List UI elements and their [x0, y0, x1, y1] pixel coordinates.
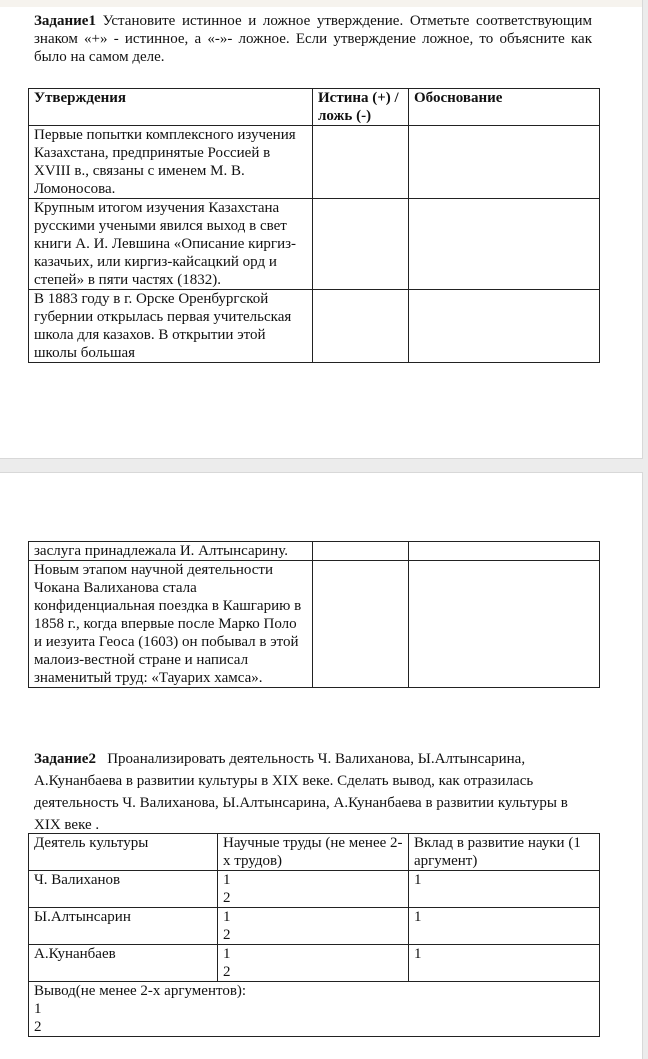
figure-name: Ы.Алтынсарин	[29, 908, 218, 945]
table-row	[29, 871, 600, 908]
works-cell[interactable]	[218, 908, 409, 945]
justification-cell[interactable]	[409, 561, 600, 688]
answer-cell[interactable]	[313, 199, 409, 290]
figure-name: Ч. Валиханов	[29, 871, 218, 908]
justification-cell[interactable]	[409, 126, 600, 199]
works-cell[interactable]	[218, 945, 409, 982]
task2-title: Задание2	[34, 751, 96, 767]
work-item: 2	[223, 927, 231, 943]
header-justification: Обоснование	[409, 89, 600, 126]
task1-table-part2	[28, 541, 600, 688]
answer-cell[interactable]	[313, 542, 409, 561]
table-header-row	[29, 89, 600, 126]
task1-text: Установите истинное и ложное утверждение. Отметьте соответствующим знаком «+» - истинное, а «-»- ложное. Если утверждение ложное, то объясните как было на самом деле.	[34, 13, 592, 65]
answer-cell[interactable]	[313, 561, 409, 688]
contribution-cell[interactable]: 1	[409, 908, 600, 945]
task1-title: Задание1	[34, 13, 96, 29]
statement-text: В 1883 году в г. Орске Оренбургской губернии открылась первая учительская школа для казахов. В открытии этой школы большая	[34, 291, 292, 361]
conclusion-label: Вывод(не менее 2-х аргументов):	[34, 983, 247, 999]
work-item: 1	[223, 946, 231, 962]
task2-text: Проанализировать деятельность Ч. Валиханова, Ы.Алтынсарина, А.Кунанбаева в развитии культуры в XIX веке. Сделать вывод, как отразилась деятельность Ч. Валиханова, Ы.Алтынсарина, А.Кунанбаева в развитии культуры в XIX веке .	[34, 751, 568, 833]
table-row	[29, 199, 600, 290]
task1-table-part1	[28, 88, 600, 363]
header-true-false: Истина (+) / ложь (-)	[313, 89, 409, 126]
task2-table	[28, 833, 600, 1037]
header-figure: Деятель культуры	[29, 834, 218, 871]
table-header-row	[29, 834, 600, 871]
work-item: 2	[223, 964, 231, 980]
justification-cell[interactable]	[409, 290, 600, 363]
work-item: 2	[223, 890, 231, 906]
document-page-1	[0, 0, 643, 459]
header-works: Научные труды (не менее 2-х трудов)	[218, 834, 409, 871]
table-row	[29, 542, 600, 561]
justification-cell[interactable]	[409, 199, 600, 290]
contribution-cell[interactable]: 1	[409, 871, 600, 908]
statement-cell	[29, 290, 313, 363]
answer-cell[interactable]	[313, 290, 409, 363]
statement-cell: Первые попытки комплексного изучения Казахстана, предпринятые Россией в XVIII в., связаны с именем М. В. Ломоносова.	[29, 126, 313, 199]
task2-instructions	[34, 748, 594, 836]
figure-name: А.Кунанбаев	[29, 945, 218, 982]
contribution-cell[interactable]: 1	[409, 945, 600, 982]
statement-cell: Новым этапом научной деятельности Чокана Валиханова стала конфиденциальная поездка в Кашгарию в 1858 г., когда впервые после Марко Поло и иезуита Геоса (1603) он побывал в этой малоиз-вестной стране и написал знаменитый труд: «Тауарих хамса».	[29, 561, 313, 688]
task1-instructions	[34, 12, 592, 66]
conclusion-item: 2	[34, 1019, 42, 1035]
header-statements: Утверждения	[29, 89, 313, 126]
works-cell[interactable]	[218, 871, 409, 908]
conclusion-cell[interactable]	[29, 982, 600, 1037]
justification-cell[interactable]	[409, 542, 600, 561]
statement-cell: заслуга принадлежала И. Алтынсарину.	[29, 542, 313, 561]
table-row	[29, 561, 600, 688]
work-item: 1	[223, 872, 231, 888]
conclusion-row	[29, 982, 600, 1037]
table-row	[29, 126, 600, 199]
statement-cell: Крупным итогом изучения Казахстана русскими учеными явился выход в свет книги А. И. Левшина «Описание киргиз-казачьих, или киргиз-кайсацкий орд и степей» в пяти частях (1832).	[29, 199, 313, 290]
answer-cell[interactable]	[313, 126, 409, 199]
work-item: 1	[223, 909, 231, 925]
table-row	[29, 290, 600, 363]
page-top-strip	[0, 0, 642, 7]
conclusion-item: 1	[34, 1001, 42, 1017]
table-row	[29, 908, 600, 945]
table-row	[29, 945, 600, 982]
header-contribution: Вклад в развитие науки (1 аргумент)	[409, 834, 600, 871]
